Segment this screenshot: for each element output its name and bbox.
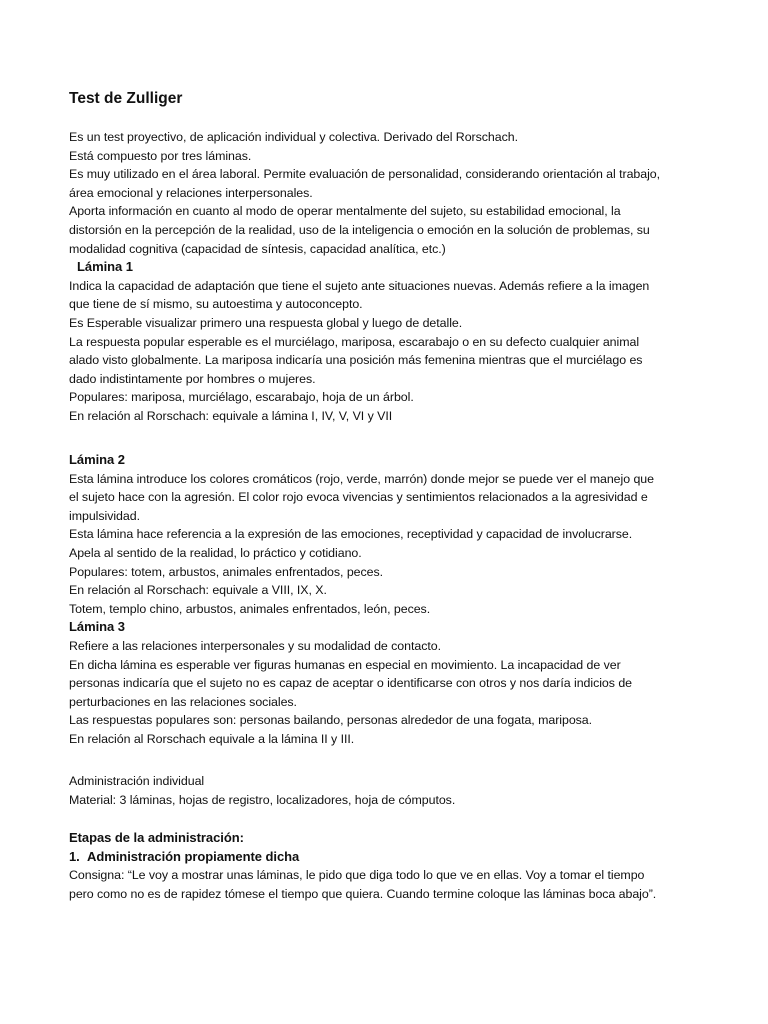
lamina-1-heading: Lámina 1 (77, 259, 133, 275)
paragraph-line: alado visto globalmente. La mariposa indicaría una posición más femenina mientras que el murciélago es (69, 353, 643, 368)
paragraph-line: Totem, templo chino, arbustos, animales enfrentados, león, peces. (69, 601, 431, 616)
paragraph-line: Apela al sentido de la realidad, lo práctico y cotidiano. (69, 545, 362, 560)
paragraph-line: distorsión en la percepción de la realidad, uso de la inteligencia o emoción en la solución de problemas, su (69, 222, 650, 237)
paragraph-line: Es Esperable visualizar primero una respuesta global y luego de detalle. (69, 315, 463, 330)
paragraph-line: Está compuesto por tres láminas. (69, 148, 252, 163)
paragraph-line: En relación al Rorschach: equivale a VIII, IX, X. (69, 583, 327, 598)
paragraph-line: modalidad cognitiva (capacidad de síntesis, capacidad analítica, etc.) (69, 241, 446, 256)
paragraph-line: La respuesta popular esperable es el murciélago, mariposa, escarabajo o en su defecto cualquier animal (69, 334, 640, 349)
paragraph-line: dado indistintamente por hombres o mujeres. (69, 371, 316, 386)
paragraph-line: el sujeto hace con la agresión. El color rojo evoca vivencias y sentimientos relacionados a la agresividad e (69, 490, 648, 505)
paragraph-line: Es muy utilizado en el área laboral. Permite evaluación de personalidad, considerando orientación al trabajo, (69, 167, 661, 182)
lamina-2-heading: Lámina 2 (69, 452, 125, 467)
paragraph-line: Consigna: “Le voy a mostrar unas láminas, le pido que diga todo lo que ve en ellas. Voy a tomar el tiempo (69, 868, 645, 883)
paragraph-line: Refiere a las relaciones interpersonales y su modalidad de contacto. (69, 638, 441, 653)
etapas-heading: Etapas de la administración: (69, 830, 244, 845)
list-item-label: Administración propiamente dicha (87, 848, 300, 864)
paragraph-line: Indica la capacidad de adaptación que tiene el sujeto ante situaciones nuevas. Además refiere a la imagen (69, 278, 650, 293)
paragraph-line: Aporta información en cuanto al modo de operar mentalmente del sujeto, su estabilidad emocional, la (69, 204, 621, 219)
list-number: 1. (69, 848, 80, 864)
paragraph-line: pero como no es de rapidez tómese el tiempo que quiera. Cuando termine coloque las láminas boca abajo”. (69, 886, 657, 901)
material-line: Material: 3 láminas, hojas de registro, localizadores, hoja de cómputos. (69, 792, 456, 807)
paragraph-line: En relación al Rorschach: equivale a lámina I, IV, V, VI y VII (69, 408, 393, 423)
paragraph-line: Esta lámina introduce los colores cromáticos (rojo, verde, marrón) donde mejor se puede ver el manejo que (69, 471, 654, 486)
paragraph-line: personas indicaría que el sujeto no es capaz de aceptar o identificarse con otros y nos daría indicios de (69, 676, 632, 691)
paragraph-line: Las respuestas populares son: personas bailando, personas alrededor de una fogata, mariposa. (69, 713, 593, 728)
paragraph-line: perturbaciones en las relaciones sociales. (69, 694, 297, 709)
intro-section (69, 128, 701, 426)
administracion-section (69, 772, 701, 809)
administracion-heading: Administración individual (69, 774, 205, 788)
paragraph-line: Populares: mariposa, murciélago, escarabajo, hoja de un árbol. (69, 390, 414, 405)
lamina-2-section (69, 451, 701, 749)
paragraph-line: En relación al Rorschach equivale a la lámina II y III. (69, 731, 355, 746)
paragraph-line: impulsividad. (69, 508, 140, 523)
etapas-section (69, 829, 701, 903)
etapas-item-1 (69, 848, 701, 867)
document-title: Test de Zulliger (69, 90, 183, 107)
paragraph-line: área emocional y relaciones interpersonales. (69, 185, 313, 200)
paragraph-line: Populares: totem, arbustos, animales enfrentados, peces. (69, 564, 384, 579)
paragraph-line: que tiene de sí mismo, su autoestima y autoconcepto. (69, 297, 363, 312)
paragraph-line: Esta lámina hace referencia a la expresión de las emociones, receptividad y capacidad de involucrarse. (69, 527, 633, 542)
paragraph-line: Es un test proyectivo, de aplicación individual y colectiva. Derivado del Rorschach. (69, 130, 518, 144)
paragraph-line: En dicha lámina es esperable ver figuras humanas en especial en movimiento. La incapacidad de ver (69, 657, 621, 672)
lamina-3-heading: Lámina 3 (69, 619, 125, 635)
